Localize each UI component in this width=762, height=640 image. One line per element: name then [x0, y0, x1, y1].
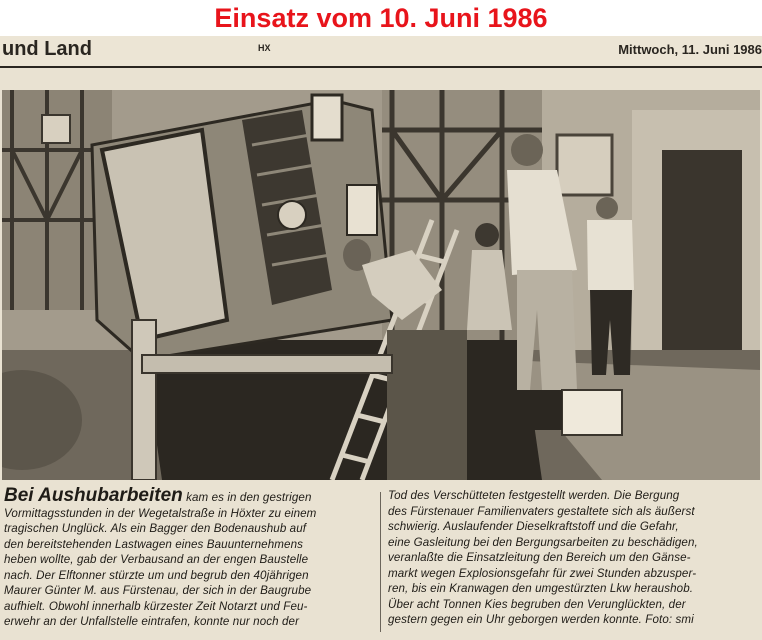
news-photo — [2, 90, 760, 480]
article-line: kam es in den gestrigen — [186, 491, 312, 504]
overlay-title: Einsatz vom 10. Juni 1986 — [0, 0, 762, 36]
article-line: den bereitstehenden Lastwagen eines Bauunternehmens — [4, 537, 304, 551]
article-line: markt wegen Explosionsgefahr für zwei Stunden abzusper- — [388, 566, 697, 580]
article-line: heben wollte, gab der Verbausand an der engen Baustelle — [4, 553, 309, 566]
article-line: schwierig. Auslaufender Dieselkraftstoff und die Gefahr, — [388, 520, 679, 533]
article-line: des Fürstenauer Familienvaters gestaltete sich als äußerst — [388, 504, 695, 518]
masthead-edition: HX — [258, 43, 271, 53]
column-divider — [380, 492, 381, 632]
article-line: Über acht Tonnen Kies begruben den Verunglückten, der — [388, 597, 686, 611]
article-line: eine Gasleitung bei den Bergungsarbeiten zu beschädigen, — [388, 535, 698, 549]
article-caption — [4, 485, 758, 638]
article-line: nach. Der Elftonner stürzte um und begrub den 40jährigen — [4, 568, 309, 582]
masthead-date: Mittwoch, 11. Juni 1986 — [618, 42, 762, 57]
article-line: aufhielt. Obwohl innerhalb kürzester Zeit Notarzt und Feu- — [4, 599, 308, 613]
article-lead-word: Bei Aushubarbeiten — [4, 485, 183, 506]
article-column-right — [388, 488, 758, 628]
article-first-line — [4, 485, 374, 506]
article-column-left — [4, 485, 374, 630]
article-line: veranlaßte die Einsatzleitung den Bereich um den Gänse- — [388, 551, 691, 564]
masthead — [0, 36, 762, 68]
article-line: tragischen Unglück. Als ein Bagger den Bodenaushub auf — [4, 522, 307, 535]
article-line: Tod des Verschütteten festgestellt werden. Die Bergung — [388, 489, 680, 502]
overturned-truck-photo — [2, 90, 760, 480]
article-line: Maurer Günter M. aus Fürstenau, der sich in der Baugrube — [4, 584, 312, 597]
masthead-section: und Land — [2, 38, 92, 60]
article-line: gestern gegen ein Uhr geborgen werden konnte. Foto: smi — [388, 613, 694, 626]
article-line: erwehr an der Unfallstelle eintrafen, konnte nur noch der — [4, 615, 300, 628]
article-line: Vormittagsstunden in der Wegetalstraße in Höxter zu einem — [4, 506, 317, 520]
article-line: ren, bis ein Kranwagen den umgestürzten Lkw heraushob. — [388, 582, 694, 595]
